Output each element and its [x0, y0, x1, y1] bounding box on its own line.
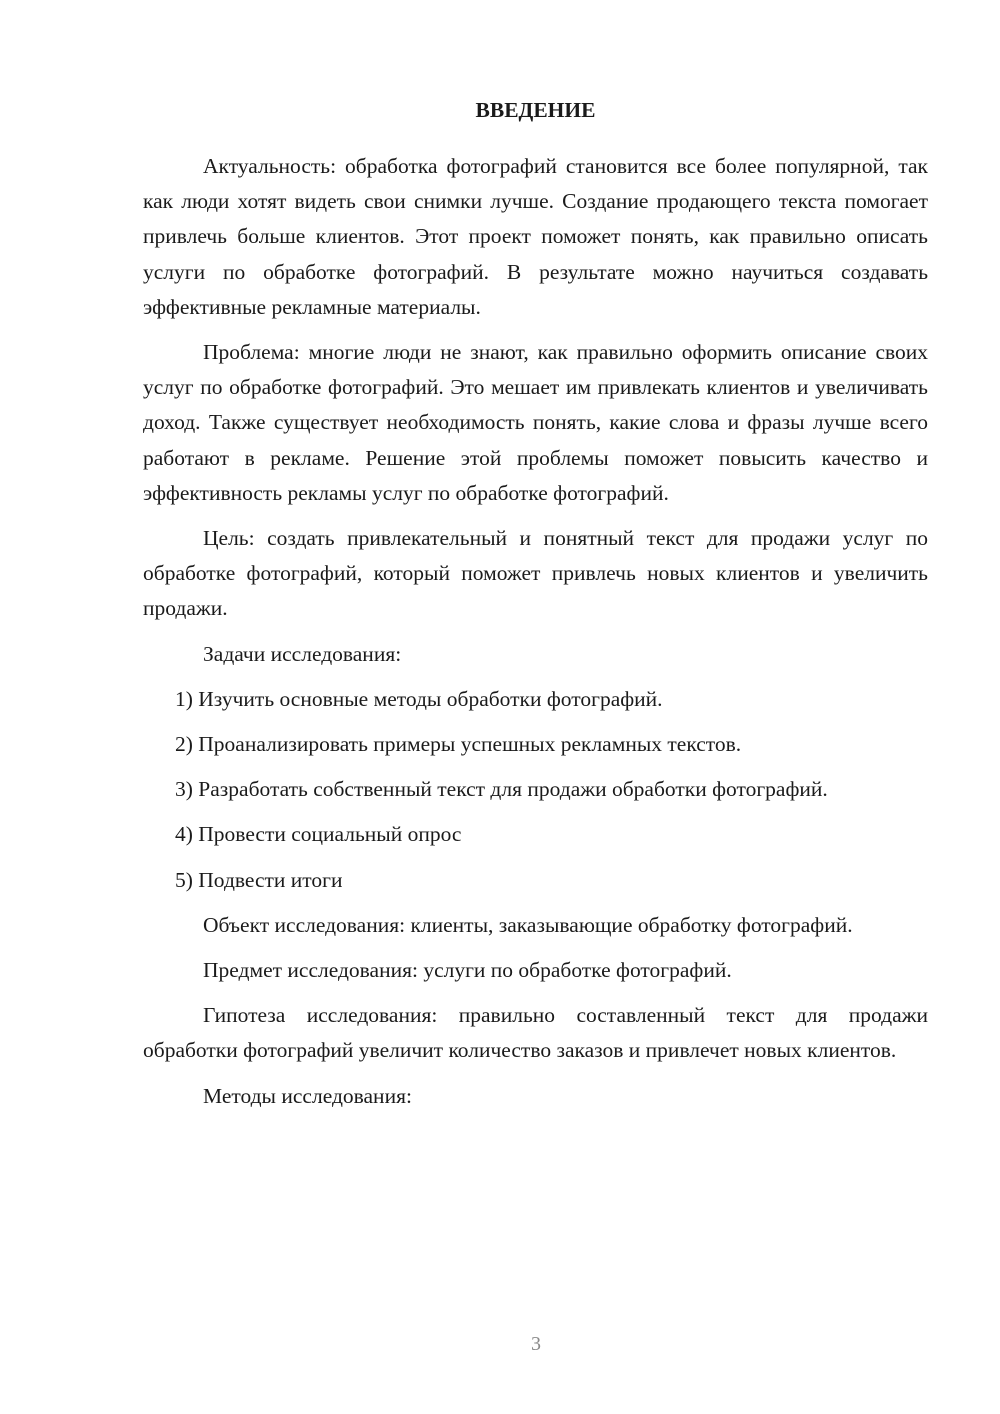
section-heading: ВВЕДЕНИЕ	[475, 98, 596, 122]
paragraph-problem: Проблема: многие люди не знают, как правильно оформить описание своих услуг по обработке фотографий. Это мешает им привлекать клиентов и увеличивать доход. Также существует необходимость понять, какие слова и фразы лучше всего работают в рекламе. Решение этой проблемы поможет повысить качество и эффективность рекламы услуг по обработке фотографий.	[143, 340, 928, 505]
paragraph-object: Объект исследования: клиенты, заказывающие обработку фотографий.	[203, 912, 853, 937]
task-item: 3) Разработать собственный текст для продажи обработки фотографий.	[175, 777, 828, 802]
page-number: 3	[531, 1333, 541, 1355]
page-content	[143, 93, 928, 1124]
task-item: 5) Подвести итоги	[175, 867, 343, 892]
task-item: 1) Изучить основные методы обработки фотографий.	[175, 686, 663, 711]
task-item: 4) Провести социальный опрос	[175, 822, 462, 847]
tasks-title: Задачи исследования:	[203, 641, 402, 666]
paragraph-hypothesis: Гипотеза исследования: правильно составленный текст для продажи обработки фотографий увеличит количество заказов и привлечет новых клиентов.	[143, 1003, 928, 1063]
paragraph-goal: Цель: создать привлекательный и понятный текст для продажи услуг по обработке фотографий, который поможет привлечь новых клиентов и увеличить продажи.	[143, 526, 928, 621]
task-item: 2) Проанализировать примеры успешных рекламных текстов.	[175, 732, 742, 757]
methods-title: Методы исследования:	[203, 1083, 412, 1108]
paragraph-subject: Предмет исследования: услуги по обработке фотографий.	[203, 958, 732, 983]
paragraph-relevance: Актуальность: обработка фотографий становится все более популярной, так как люди хотят видеть свои снимки лучше. Создание продающего текста помогает привлечь больше клиентов. Этот проект поможет понять, как правильно описать услуги по обработке фотографий. В результате можно научиться создавать эффективные рекламные материалы.	[143, 154, 928, 319]
